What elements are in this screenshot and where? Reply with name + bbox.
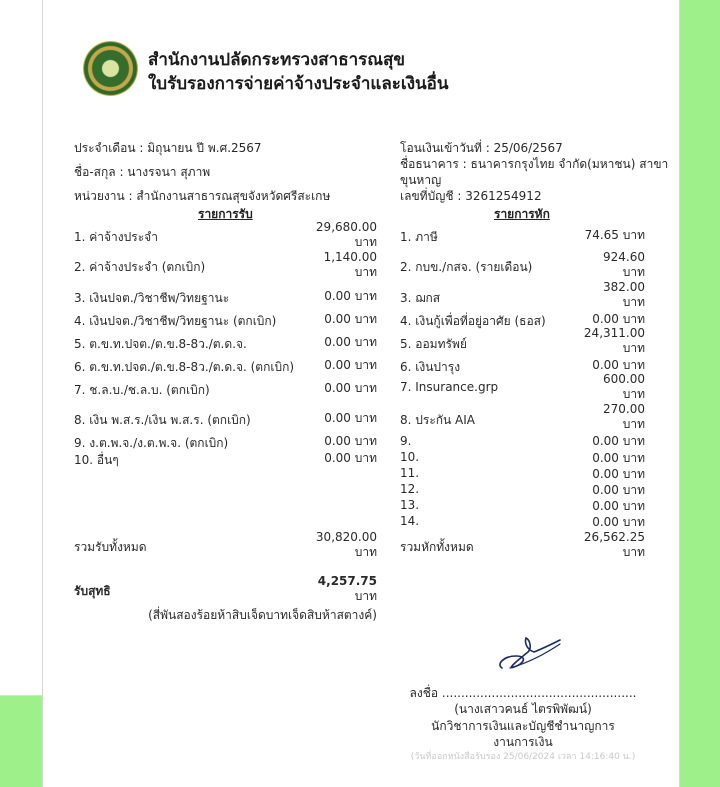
office-unit: หน่วยงาน : สำนักงานสาธารณสุขจังหวัดศรีสะเกษ: [74, 189, 331, 203]
income-total-amount: 30,820.00 บาท: [315, 530, 377, 559]
income-item-amount: 0.00 บาท: [324, 411, 377, 425]
income-heading: รายการรับ: [198, 207, 253, 221]
deduction-item-label: 2. กบข./กสจ. (รายเดือน): [400, 260, 533, 274]
deduction-item-amount: 0.00 บาท: [592, 467, 645, 481]
income-item-label: 8. เงิน พ.ส.ร./เงิน พ.ส.ร. (ตกเบิก): [74, 413, 251, 427]
deduction-item-amount: 0.00 บาท: [592, 483, 645, 497]
income-item-label: 7. ช.ล.บ./ช.ล.บ. (ตกเบิก): [74, 383, 210, 397]
deduction-item-label: 9.: [400, 434, 412, 448]
income-item-amount: 0.00 บาท: [324, 289, 377, 303]
signature-line: ลงชื่อ ...................................................: [409, 686, 637, 700]
deduction-item-label: 3. ฌกส: [400, 291, 441, 305]
income-item-amount: 0.00 บาท: [324, 434, 377, 448]
income-item-amount: 0.00 บาท: [324, 451, 377, 465]
deduction-item-amount: 74.65 บาท: [584, 228, 645, 242]
deduction-item-label: 8. ประกัน AIA: [400, 413, 476, 427]
deduction-item-label: 12.: [400, 482, 420, 496]
deduction-item-label: 11.: [400, 466, 420, 480]
deduction-item-amount: 924.60 บาท: [603, 250, 645, 279]
income-item-amount: 0.00 บาท: [324, 358, 377, 372]
deduction-item-amount: 0.00 บาท: [592, 312, 645, 326]
header-title-ministry: สำนักงานปลัดกระทรวงสาธารณสุข: [148, 50, 406, 70]
page-background-right: [678, 0, 720, 787]
net-pay-amount: 4,257.75 บาท: [317, 574, 377, 603]
ministry-seal-logo: [83, 41, 138, 96]
bank-name: ชื่อธนาคาร : ธนาคารกรุงไทย จำกัด(มหาชน) สาขา: [400, 157, 669, 171]
income-total-label: รวมรับทั้งหมด: [74, 540, 147, 554]
deduction-item-amount: 0.00 บาท: [592, 434, 645, 448]
deduction-item-amount: 0.00 บาท: [592, 515, 645, 529]
signer-department: งานการเงิน: [493, 735, 553, 749]
income-item-label: 4. เงินปจต./วิชาชีพ/วิทยฐานะ (ตกเบิก): [74, 314, 277, 328]
deduction-item-amount: 0.00 บาท: [592, 358, 645, 372]
deduction-item-label: 14.: [400, 514, 420, 528]
deduction-item-label: 7. Insurance.grp: [400, 380, 499, 394]
bank-branch: ขุนหาญ: [400, 173, 442, 187]
deduction-item-label: 10.: [400, 450, 420, 464]
deduction-item-label: 6. เงินปารุง: [400, 360, 461, 374]
income-item-label: 2. ค่าจ้างประจำ (ตกเบิก): [74, 260, 206, 274]
header-title-certificate: ใบรับรองการจ่ายค่าจ้างประจำและเงินอื่น: [148, 74, 449, 94]
deduction-item-amount: 0.00 บาท: [592, 451, 645, 465]
income-item-label: 10. อื่นๆ: [74, 453, 119, 467]
income-item-amount: 0.00 บาท: [324, 312, 377, 326]
income-item-label: 5. ต.ข.ท.ปจต./ต.ข.8-8ว./ต.ด.จ.: [74, 337, 247, 351]
deduction-item-amount: 270.00 บาท: [603, 402, 645, 431]
deduction-total-amount: 26,562.25 บาท: [583, 530, 645, 559]
deduction-item-amount: 382.00 บาท: [603, 280, 645, 309]
account-number: เลขที่บัญชี : 3261254912: [400, 189, 542, 203]
deduction-item-amount: 24,311.00 บาท: [583, 326, 645, 355]
deduction-heading: รายการหัก: [494, 207, 550, 221]
income-item-amount: 29,680.00 บาท: [315, 220, 377, 249]
income-item-amount: 0.00 บาท: [324, 381, 377, 395]
income-item-label: 9. ง.ต.พ.จ./ง.ต.พ.จ. (ตกเบิก): [74, 436, 229, 450]
income-item-amount: 1,140.00 บาท: [323, 250, 377, 279]
deduction-item-amount: 600.00 บาท: [603, 372, 645, 401]
deduction-item-label: 1. ภาษี: [400, 230, 438, 244]
income-item-label: 1. ค่าจ้างประจำ: [74, 230, 158, 244]
deduction-item-label: 13.: [400, 498, 420, 512]
page-background-left: [0, 0, 42, 787]
handwritten-signature: [494, 634, 564, 674]
signer-position: นักวิชาการเงินและบัญชีชำนาญการ: [431, 719, 615, 733]
net-pay-label: รับสุทธิ: [74, 584, 111, 598]
issued-timestamp-note: (วันที่ออกหนังสือรับรอง 25/06/2024 เวลา 14:16:40 น.): [410, 752, 636, 762]
deduction-total-label: รวมหักทั้งหมด: [400, 540, 474, 554]
employee-name: ชื่อ-สกุล : นางรจนา สุภาพ: [74, 165, 211, 179]
deduction-item-label: 4. เงินกู้เพื่อที่อยู่อาศัย (ธอส): [400, 314, 546, 328]
income-item-label: 6. ต.ข.ท.ปจต./ต.ข.8-8ว./ต.ด.จ. (ตกเบิก): [74, 360, 295, 374]
income-item-amount: 0.00 บาท: [324, 335, 377, 349]
net-pay-in-words: (สี่พันสองร้อยห้าสิบเจ็ดบาทเจ็ดสิบห้าสตางค์): [148, 608, 377, 622]
pay-month: ประจำเดือน : มิถุนายน ปี พ.ศ.2567: [74, 141, 262, 155]
deduction-item-label: 5. ออมทรัพย์: [400, 337, 467, 351]
transfer-date: โอนเงินเข้าวันที่ : 25/06/2567: [400, 141, 563, 155]
income-item-label: 3. เงินปจต./วิชาชีพ/วิทยฐานะ: [74, 291, 230, 305]
deduction-item-amount: 0.00 บาท: [592, 499, 645, 513]
signer-name: (นางเสาวคนธ์ ไตรพิพัฒน์): [454, 702, 592, 716]
